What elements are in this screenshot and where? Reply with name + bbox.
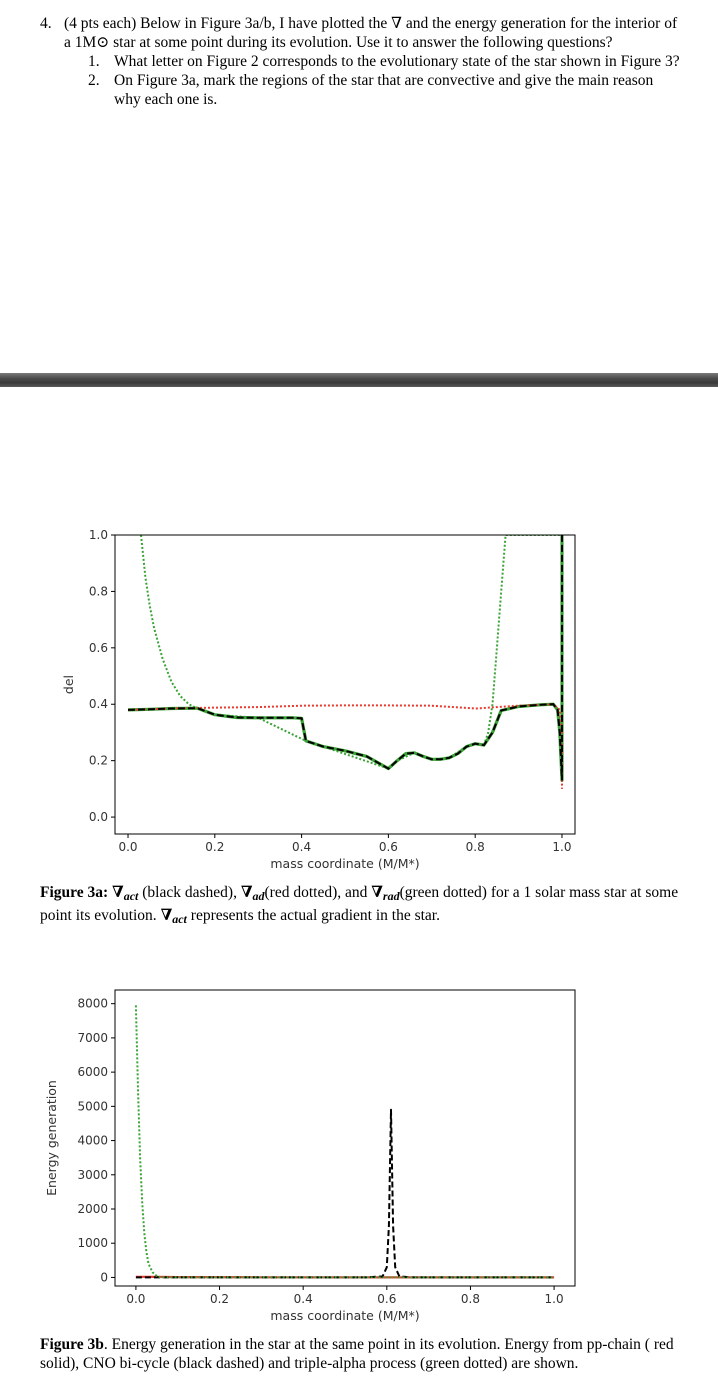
figure-3b-caption xyxy=(40,1335,690,1373)
x-tick-label: 0.2 xyxy=(205,840,225,854)
x-tick-label: 0.4 xyxy=(292,840,312,854)
question-number: 4. xyxy=(40,15,52,32)
y-tick-label: 1.0 xyxy=(88,528,108,542)
caption-text: . Energy generation in the star at the same point in its evolution. Energy from pp-chain ( red solid), CNO bi-cycle (black dashed) and triple-alpha process (green dotted) are shown. xyxy=(40,1336,674,1372)
question-item-number: 2. xyxy=(88,72,100,89)
y-axis-label: del xyxy=(61,674,76,695)
question-item-number: 1. xyxy=(88,53,100,70)
y-tick-label: 0.4 xyxy=(88,697,108,712)
x-tick-label: 0.8 xyxy=(460,1292,481,1306)
nabla-subscript: act xyxy=(123,889,139,903)
x-axis-label: mass coordinate (M/M*) xyxy=(270,1308,420,1323)
y-tick-label: 3000 xyxy=(77,1167,108,1182)
y-tick-label: 5000 xyxy=(77,1099,108,1114)
x-axis-label: mass coordinate (M/M*) xyxy=(270,856,420,871)
x-tick-label: 0.2 xyxy=(209,1292,230,1306)
y-tick-label: 2000 xyxy=(77,1202,108,1217)
nabla-subscript: rad xyxy=(382,889,400,903)
x-tick-label: 0.0 xyxy=(118,840,138,854)
x-tick-label: 0.8 xyxy=(465,840,485,854)
x-tick-label: 1.0 xyxy=(544,1292,564,1306)
y-tick-label: 6000 xyxy=(77,1065,108,1080)
caption-label: Figure 3a: xyxy=(40,884,109,901)
x-tick-label: 1.0 xyxy=(552,840,572,854)
y-tick-label: 0.0 xyxy=(88,810,108,825)
question-intro: (4 pts each) Below in Figure 3a/b, I have plotted the ∇ and the energy generation for the interior of a 1M⊙ star at some point during its evolution. Use it to answer the following questions? xyxy=(64,15,678,51)
y-tick-label: 0.8 xyxy=(88,584,108,599)
x-tick-label: 0.6 xyxy=(377,1292,397,1306)
x-tick-label: 0.0 xyxy=(126,1292,146,1306)
y-tick-label: 0.2 xyxy=(88,753,108,768)
question-item-text: On Figure 3a, mark the regions of the star that are convective and give the main reason why each one is. xyxy=(114,72,654,108)
nabla-symbol: ∇ xyxy=(160,907,173,924)
series-line-triple-alpha xyxy=(136,1005,554,1277)
plot-frame xyxy=(115,990,575,1286)
y-tick-label: 1000 xyxy=(77,1236,108,1251)
caption-text: represents the actual gradient in the star. xyxy=(186,907,440,924)
nabla-symbol: ∇ xyxy=(371,884,383,901)
caption-text: (red dotted), and xyxy=(264,884,372,901)
y-axis-label: Energy generation xyxy=(44,1080,59,1196)
caption-label: Figure 3b xyxy=(40,1336,104,1353)
y-tick-label: 0 xyxy=(100,1270,108,1285)
y-tick-label: 0.6 xyxy=(88,640,108,655)
nabla-subscript: act xyxy=(172,912,187,926)
y-tick-label: 8000 xyxy=(77,996,108,1011)
x-tick-label: 0.4 xyxy=(293,1292,313,1306)
series-line-cno xyxy=(136,1110,554,1278)
nabla-subscript: ad xyxy=(252,889,265,903)
x-tick-label: 0.6 xyxy=(378,840,398,854)
nabla-symbol: ∇ xyxy=(112,884,124,901)
caption-text: (green dotted) for a 1 solar mass star at some point its evolution. xyxy=(40,884,679,924)
y-tick-label: 7000 xyxy=(77,1030,108,1045)
nabla-symbol: ∇ xyxy=(240,884,253,901)
question-item-text: What letter on Figure 2 corresponds to the evolutionary state of the star shown in Figure 3? xyxy=(114,53,680,70)
caption-text: (black dashed), xyxy=(138,884,241,901)
y-tick-label: 4000 xyxy=(77,1133,108,1148)
